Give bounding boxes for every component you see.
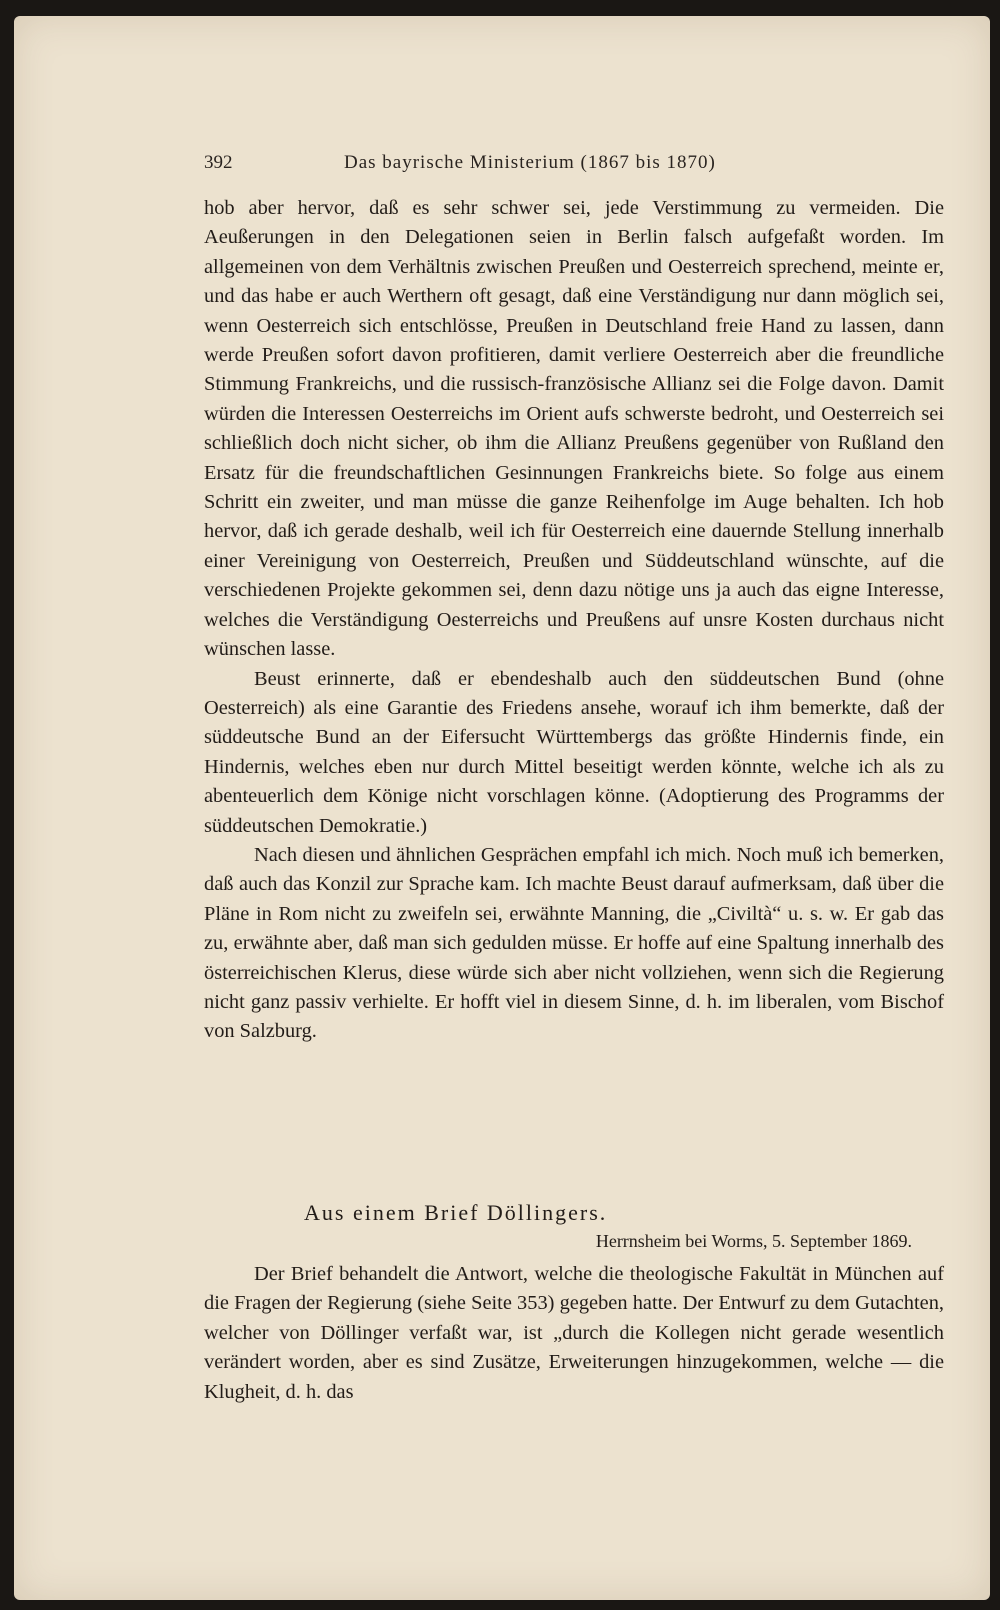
paragraph-3: Nach diesen und ähnlichen Gesprächen empfahl ich mich. Noch muß ich bemerken, daß auch das Konzil zur Sprache kam. Ich machte Beust darauf aufmerksam, daß über die Pläne in Rom nicht zu zweifeln sei, erwähnte Manning, die „Civiltà“ u. s. w. Er gab das zu, erwähnte aber, daß man sich gedulden müsse. Er hoffe auf eine Spaltung innerhalb des österreichischen Klerus, diese würde sich aber nicht vollziehen, wenn sich die Regierung nicht ganz passiv verhielte. Er hofft viel in diesem Sinne, d. h. im liberalen, vom Bischof von Salzburg. (204, 843, 944, 1043)
section-heading: Aus einem Brief Döllingers. (304, 1200, 608, 1225)
page-number: 392 (204, 152, 233, 173)
paragraph-2: Beust erinnerte, daß er ebendeshalb auch den süddeutschen Bund (ohne Oesterreich) als eine Garantie des Friedens ansehe, worauf ich ihm bemerkte, daß der süddeutsche Bund an der Eifersucht Württembergs das größte Hindernis finde, ein Hindernis, welches eben nur durch Mittel beseitigt werden könnte, welche ich als zu abenteuerlich dem Könige nicht vorschlagen könne. (Adoptierung des Programms der süddeutschen Demokratie.) (204, 667, 944, 837)
letter-dateline: Herrnsheim bei Worms, 5. September 1869. (595, 1231, 912, 1251)
paragraph-1: hob aber hervor, daß es sehr schwer sei, jede Verstimmung zu vermeiden. Die Aeußerungen in den Delegationen seien in Berlin falsch aufgefaßt worden. Im allgemeinen von dem Verhältnis zwischen Preußen und Oesterreich sprechend, meinte er, und das habe er auch Werthern oft gesagt, daß eine Verständigung nur dann möglich sei, wenn Oesterreich sich entschlösse, Preußen in Deutschland freie Hand zu lassen, dann werde Preußen sofort davon profitieren, damit verliere Oesterreich aber die freundliche Stimmung Frankreichs, und die russisch-französische Allianz sei die Folge davon. Damit würden die Interessen Oesterreichs im Orient aufs schwerste bedroht, und Oesterreich sei schließlich doch nicht sicher, ob ihm die Allianz Preußens gegenüber von Rußland den Ersatz für die freundschaftlichen Gesinnungen Frankreichs biete. So folge aus einem Schritt ein zweiter, und man müsse die ganze Reihenfolge im Auge behalten. Ich hob hervor, daß ich gerade deshalb, weil ich für Oesterreich eine dauernde Stellung innerhalb einer Vereinigung von Oesterreich, Preußen und Süddeutschland wünschte, auf die verschiedenen Projekte gekommen sei, denn dazu nötige uns ja auch das eigne Interesse, welches die Verständigung Oesterreichs und Preußens auf unsre Kosten durchaus nicht wünschen lasse. (204, 197, 944, 661)
running-title: Das bayrische Ministerium (1867 bis 1870) (344, 152, 716, 173)
main-text (204, 194, 944, 1047)
section-text (204, 1260, 944, 1407)
book-page (14, 16, 990, 1600)
section-paragraph: Der Brief behandelt die Antwort, welche die theologische Fakultät in München auf die Fragen der Regierung (siehe Seite 353) gegeben hatte. Der Entwurf zu dem Gutachten, welcher von Döllinger verfaßt war, ist „durch die Kollegen nicht gerade wesentlich verändert worden, aber es sind Zusätze, Erweiterungen hinzugekommen, welche — die Klugheit, d. h. das (204, 1263, 944, 1403)
